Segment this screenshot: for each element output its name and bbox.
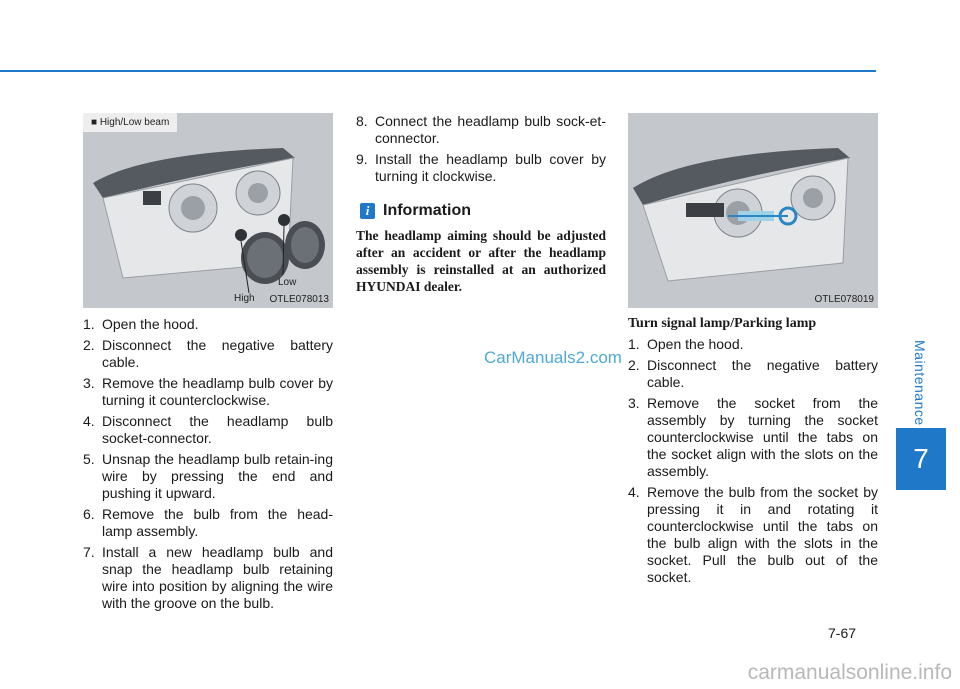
turn-signal-figure: [628, 113, 878, 308]
figure-caption: ■ High/Low beam: [83, 113, 177, 132]
list-item: 8. Connect the headlamp bulb sock-et-connector.: [356, 113, 606, 146]
headlamp-steps: [83, 316, 333, 616]
information-heading: [360, 202, 471, 220]
section-title: Turn signal lamp/Parking lamp: [628, 316, 817, 331]
info-icon: i: [360, 203, 375, 219]
watermark-link[interactable]: CarManuals2.com: [484, 348, 622, 367]
list-item: 9. Install the headlamp bulb cover by turning it clockwise.: [356, 151, 606, 184]
list-item: 5. Unsnap the headlamp bulb retain-ing wire by pressing the end and pushing it upward.: [83, 451, 333, 501]
header-rule: [0, 70, 876, 72]
headlamp-figure: [83, 113, 333, 308]
list-item: 3. Remove the headlamp bulb cover by turning it counterclockwise.: [83, 375, 333, 408]
headlamp-steps-continued: [356, 113, 606, 189]
information-title: Information: [383, 202, 471, 219]
chapter-tab-number: 7: [896, 428, 946, 490]
list-item: 4. Remove the bulb from the socket by pressing it in and rotating it counterclockwise until the tabs on the bulb align with the slots in the socket. Pull the bulb out of the socket.: [628, 484, 878, 585]
page-number: 7-67: [828, 625, 857, 641]
turn-signal-illustration: [628, 113, 878, 308]
list-item: 2. Disconnect the negative battery cable.: [83, 337, 333, 370]
list-item: 4. Disconnect the headlamp bulb socket-connector.: [83, 413, 333, 446]
list-item: 6. Remove the bulb from the head-lamp assembly.: [83, 506, 333, 539]
list-item: 7. Install a new headlamp bulb and snap the headlamp bulb retaining wire into position by aligning the wire with the groove on the bulb.: [83, 544, 333, 611]
figure-code: OTLE078013: [269, 294, 329, 305]
list-item: 1. Open the hood.: [83, 316, 199, 332]
label-low: Low: [278, 277, 297, 288]
list-item: 1. Open the hood.: [628, 336, 744, 352]
information-body: The headlamp aiming should be adjusted after an accident or after the headlamp assembly is reinstalled at an authorized HYUNDAI dealer.: [356, 228, 606, 294]
list-item: 2. Disconnect the negative battery cable.: [628, 357, 878, 390]
figure-code: OTLE078019: [814, 294, 874, 305]
label-high: High: [234, 293, 255, 304]
chapter-tab-label: Maintenance: [912, 340, 928, 426]
watermark-footer: carmanualsonline.info: [747, 661, 952, 684]
list-item: 3. Remove the socket from the assembly by turning the socket counterclockwise until the tabs on the socket align with the slots on the assembly.: [628, 395, 878, 479]
turn-signal-steps: [628, 336, 878, 590]
